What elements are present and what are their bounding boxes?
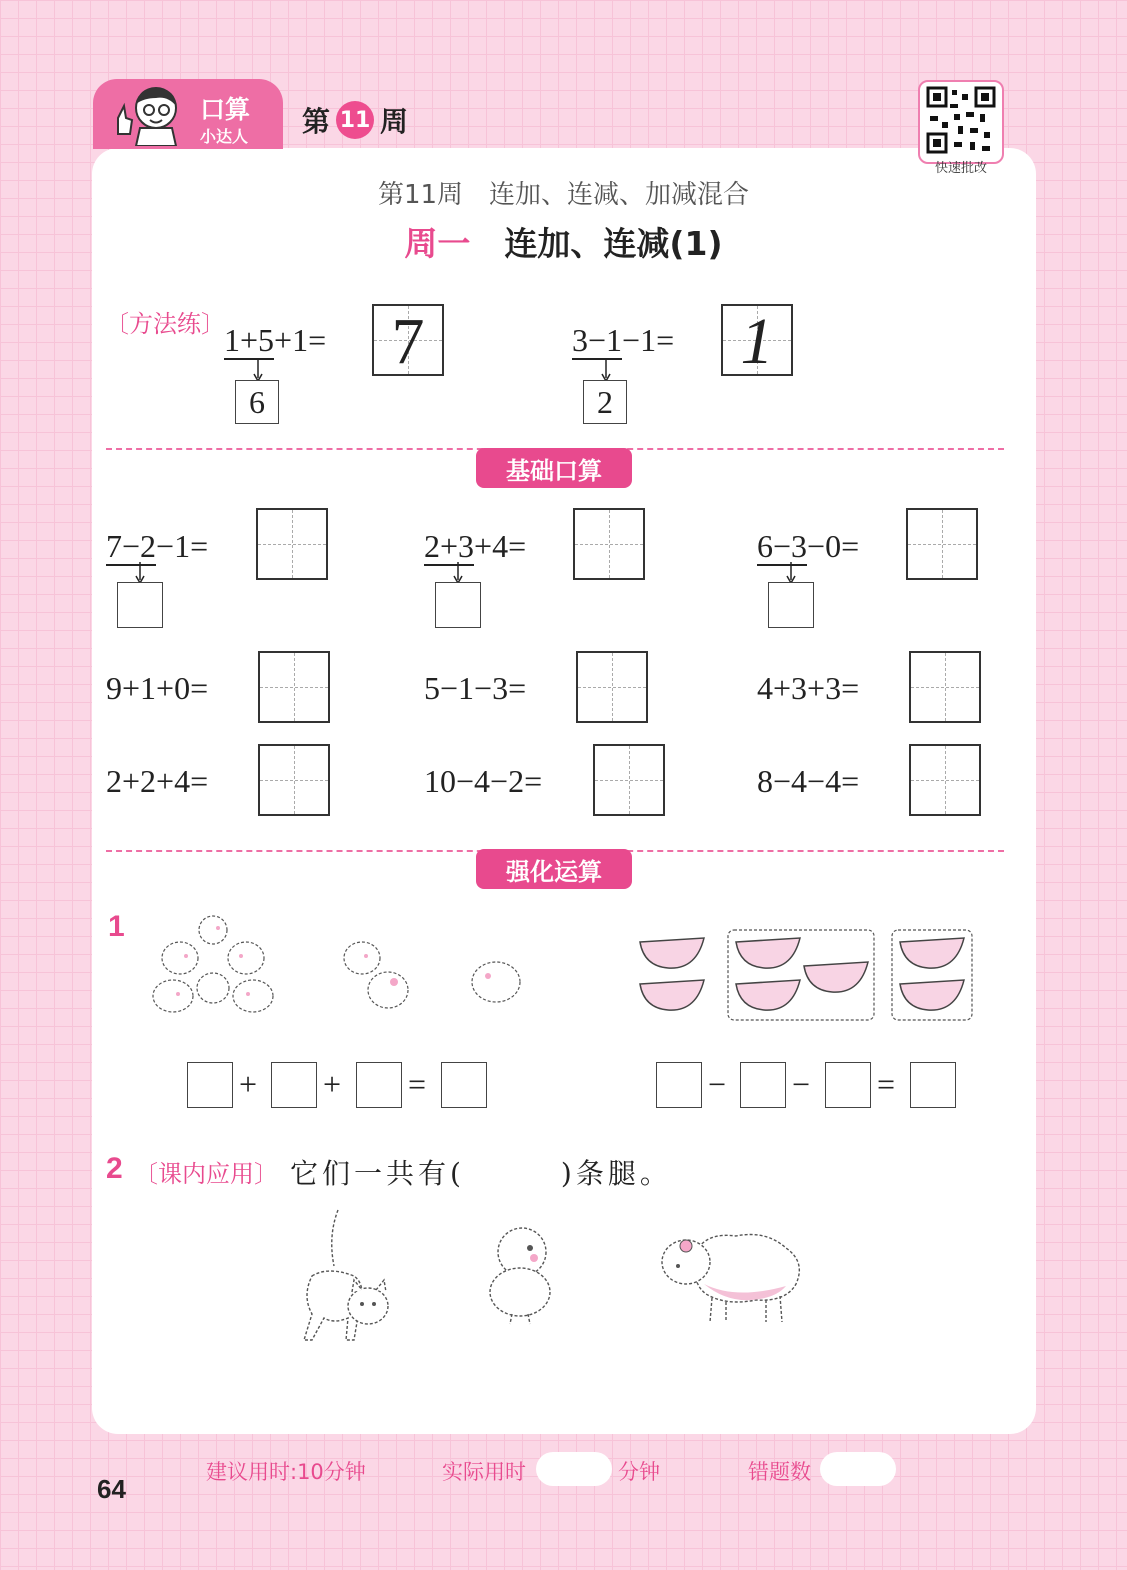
answer-box: [372, 304, 444, 376]
problem-expression-part: 7−2: [106, 528, 157, 564]
error-count-input[interactable]: [820, 1452, 896, 1486]
problem-expression: [757, 528, 859, 565]
method-expression-rest: +1=: [274, 322, 327, 358]
method-expression: [224, 322, 326, 359]
intermediate-input[interactable]: [117, 582, 163, 628]
problem-expression-rest: −0=: [807, 528, 860, 564]
logo-title: 口算: [200, 95, 251, 124]
logo-subtitle: 小达人: [200, 127, 249, 146]
equation-input[interactable]: [271, 1062, 317, 1108]
method-expression-part: 1+5: [224, 322, 275, 358]
title-topic: 连加、连减(1): [504, 224, 723, 263]
problem-expression: [106, 528, 208, 565]
cat-icon: [298, 1206, 394, 1346]
answer-input[interactable]: [573, 508, 645, 580]
chick-single-icon: [466, 954, 528, 1010]
watermelon-slices-icon: [632, 928, 978, 1024]
down-arrow-icon: [452, 562, 464, 584]
question-number: 2: [106, 1152, 123, 1185]
operator: =: [408, 1066, 427, 1102]
answer-box: [721, 304, 793, 376]
problem-expression: 9+1+0=: [106, 670, 209, 706]
answer-input[interactable]: [593, 744, 665, 816]
week-label: [302, 100, 408, 140]
operator: =: [877, 1066, 896, 1102]
problem-expression-part: 2+3: [424, 528, 475, 564]
suggested-time: 建议用时:10分钟: [206, 1460, 366, 1484]
week-prefix: 第: [302, 105, 331, 138]
method-expression-rest: −1=: [622, 322, 675, 358]
page-subtitle: 第11周 连加、连减、加减混合: [377, 180, 750, 210]
problem-expression: 10−4−2=: [424, 763, 543, 799]
equation-input[interactable]: [356, 1062, 402, 1108]
problem-expression: 4+3+3=: [757, 670, 860, 706]
equation-input[interactable]: [910, 1062, 956, 1108]
sheep-icon: [656, 1222, 808, 1326]
section-badge-basic: 基础口算: [476, 448, 632, 488]
equation-input[interactable]: [825, 1062, 871, 1108]
qr-label: 快速批改: [934, 161, 987, 176]
answer-input[interactable]: [258, 651, 330, 723]
actual-time-input[interactable]: [536, 1452, 612, 1486]
problem-expression-rest: +4=: [474, 528, 527, 564]
week-suffix: 周: [380, 105, 409, 138]
operator: +: [239, 1066, 258, 1102]
answer-input[interactable]: [576, 651, 648, 723]
answer-input[interactable]: [256, 508, 328, 580]
method-label: 〔方法练〕: [105, 310, 225, 338]
operator: −: [792, 1066, 811, 1102]
chick-pair-icon: [336, 934, 420, 1024]
error-count-label: 错题数: [748, 1460, 811, 1484]
equation-input[interactable]: [740, 1062, 786, 1108]
intermediate-input[interactable]: [768, 582, 814, 628]
down-arrow-icon: [600, 360, 612, 382]
section-badge-strengthen: 强化运算: [476, 849, 632, 889]
problem-expression-part: 6−3: [757, 528, 808, 564]
intermediate-box: 6: [235, 380, 279, 424]
answer-input[interactable]: [258, 744, 330, 816]
method-expression: [572, 322, 674, 359]
question-number: 1: [108, 910, 125, 943]
page-number: 64: [97, 1474, 126, 1504]
answer-input[interactable]: [909, 651, 981, 723]
minutes-label: 分钟: [618, 1460, 660, 1484]
down-arrow-icon: [134, 562, 146, 584]
down-arrow-icon: [252, 360, 264, 382]
qr-code-icon: [920, 82, 1002, 162]
chick-icon: [484, 1222, 558, 1328]
answer-value: 7: [391, 305, 425, 378]
mascot-boy-icon: [110, 84, 188, 146]
question-text: 它们一共有( )条腿。: [290, 1157, 672, 1190]
title-day: 周一: [404, 224, 471, 263]
answer-input[interactable]: [909, 744, 981, 816]
page-title: [0, 218, 1127, 265]
answer-input[interactable]: [906, 508, 978, 580]
qr-code[interactable]: [918, 80, 1004, 164]
question-tag: 〔课内应用〕: [134, 1160, 278, 1188]
problem-expression: [424, 528, 526, 565]
intermediate-input[interactable]: [435, 582, 481, 628]
problem-expression-rest: −1=: [156, 528, 209, 564]
method-expression-part: 3−1: [572, 322, 623, 358]
problem-expression: 2+2+4=: [106, 763, 209, 799]
problem-expression: 5−1−3=: [424, 670, 527, 706]
equation-input[interactable]: [656, 1062, 702, 1108]
actual-time-label: 实际用时: [442, 1460, 526, 1484]
intermediate-box: 2: [583, 380, 627, 424]
chick-group-large-icon: [138, 908, 288, 1026]
problem-expression: 8−4−4=: [757, 763, 860, 799]
equation-input[interactable]: [187, 1062, 233, 1108]
operator: +: [323, 1066, 342, 1102]
week-number-badge: 11: [336, 101, 374, 139]
down-arrow-icon: [785, 562, 797, 584]
answer-value: 1: [740, 305, 774, 378]
operator: −: [708, 1066, 727, 1102]
equation-input[interactable]: [441, 1062, 487, 1108]
